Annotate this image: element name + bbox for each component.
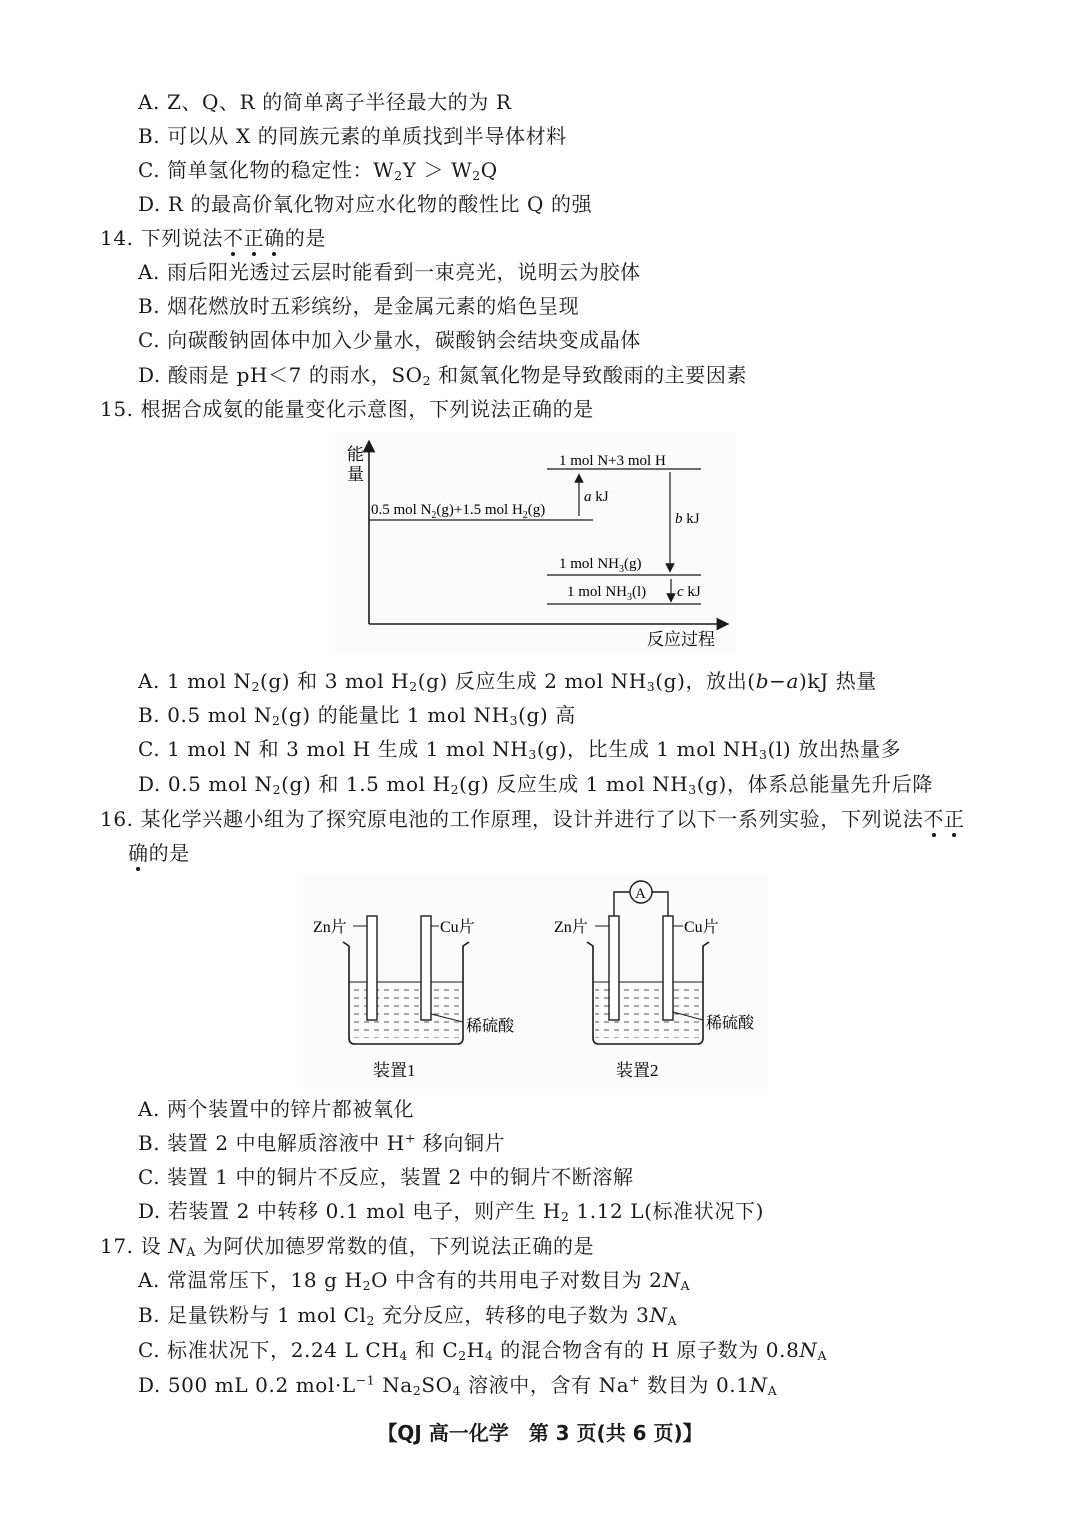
zn-label-1: Zn片 — [313, 919, 347, 936]
q13-option-c: C. 简单氢化物的稳定性：$W_2Y > W_2Q$ — [138, 158, 498, 184]
q14-option-a: A. 雨后阳光透过云层时能看到一束亮光，说明云为胶体 — [138, 260, 641, 284]
y-axis-label-2: 量 — [347, 465, 364, 484]
level-nh3-liquid-label: 1 mol $NH_3(l)$ — [567, 584, 647, 603]
q13-option-a: A. Z、Q、R 的简单离子半径最大的为 R — [138, 90, 512, 114]
q17-option-b: B. 足量铁粉与 1 mol $Cl_2$ 充分反应，转移的电子数为 $3N_A$ — [138, 1303, 678, 1329]
level-reactants-label: 0.5 mol $N_2(g)+1.5$ mol $H_2(g)$ — [371, 502, 546, 521]
q16-option-c: C. 装置 1 中的铜片不反应，装置 2 中的铜片不断溶解 — [138, 1165, 634, 1189]
cu-label-1: Cu片 — [440, 919, 475, 936]
q16-option-b: B. 装置 2 中电解质溶液中 H+ 移向铜片 — [138, 1130, 506, 1155]
level-nh3-gas-label: 1 mol $NH_3(g)$ — [559, 556, 642, 575]
label-b: b kJ — [675, 511, 700, 527]
q15-stem: 15. 根据合成氨的能量变化示意图，下列说法正确的是 — [100, 397, 594, 421]
q17-option-c: C. 标准状况下，2.24 L $CH_4$ 和 $C_2H_4$ 的混合物含有的 H 原子数为 $0.8N_A$ — [138, 1338, 828, 1364]
energy-diagram — [335, 432, 735, 654]
q17-option-a: A. 常温常压下，18 g $H_2O$ 中含有的共用电子对数目为 $2N_A$ — [138, 1268, 691, 1294]
q14-option-d: D. 酸雨是 pH＜7 的雨水，$SO_2$ 和氮氧化物是导致酸雨的主要因素 — [138, 363, 748, 389]
zn-strip-1 — [367, 916, 377, 1020]
acid-label-2: 稀硫酸 — [706, 1015, 755, 1032]
acid-label-1: 稀硫酸 — [466, 1018, 515, 1035]
q16-stem-line2: 确的是 — [128, 841, 190, 865]
diagram-background — [335, 432, 735, 654]
q15-option-c: C. 1 mol N 和 3 mol H 生成 1 mol $NH_3(g)$，比生成 1 mol $NH_3(l)$ 放出热量多 — [138, 737, 902, 763]
q17-option-d: D. 500 mL 0.2 $mol\cdot L^{-1}$ $Na_2SO_4$ 溶液中，含有 Na+ 数目为 $0.1N_A$ — [138, 1372, 778, 1399]
q14-option-b: B. 烟花燃放时五彩缤纷，是金属元素的焰色呈现 — [138, 294, 580, 318]
q17-stem: 17. 设 $N_A$ 为阿伏加德罗常数的值，下列说法正确的是 — [100, 1234, 595, 1260]
q16-option-d: D. 若装置 2 中转移 0.1 mol 电子，则产生 $H_2$ 1.12 L(标准状况下) — [138, 1199, 764, 1225]
galvanic-cell-figure — [303, 874, 768, 1089]
q15-option-d: D. 0.5 mol $N_2(g)$ 和 1.5 mol $H_2(g)$ 反应生成 1 mol $NH_3(g)$，体系总能量先升后降 — [138, 772, 933, 798]
x-axis-label: 反应过程 — [647, 630, 715, 649]
caption-2: 装置2 — [616, 1061, 659, 1080]
y-axis-label-1: 能 — [347, 445, 364, 464]
cu-strip-1 — [421, 916, 431, 1020]
level-atoms-label: 1 mol N+3 mol H — [559, 453, 666, 469]
q13-option-b: B. 可以从 X 的同族元素的单质找到半导体材料 — [138, 124, 567, 148]
q13-option-d: D. R 的最高价氧化物对应水化物的酸性比 Q 的强 — [138, 192, 593, 216]
q14-option-c: C. 向碳酸钠固体中加入少量水，碳酸钠会结块变成晶体 — [138, 328, 641, 352]
cu-label-2: Cu片 — [684, 919, 719, 936]
page-footer: 【QJ 高一化学 第 3 页(共 6 页)】 — [377, 1421, 703, 1445]
q15-option-b: B. 0.5 mol $N_2(g)$ 的能量比 1 mol $NH_3(g)$ 高 — [138, 703, 576, 729]
zn-label-2: Zn片 — [554, 919, 588, 936]
q15-option-a: A. 1 mol $N_2(g)$ 和 3 mol $H_2(g)$ 反应生成 2 mol $NH_3(g)$，放出(b−a)kJ 热量 — [138, 669, 877, 695]
zn-strip-2 — [609, 916, 619, 1020]
ammeter-label: A — [635, 886, 646, 902]
label-c: c kJ — [677, 584, 701, 600]
q16-option-a: A. 两个装置中的锌片都被氧化 — [138, 1097, 415, 1121]
label-a: a kJ — [584, 489, 609, 505]
q16-stem-line1: 16. 某化学兴趣小组为了探究原电池的工作原理，设计并进行了以下一系列实验，下列说法不正 — [100, 807, 965, 831]
caption-1: 装置1 — [373, 1061, 416, 1080]
cu-strip-2 — [663, 916, 673, 1020]
q14-stem: 14. 下列说法不正确的是 — [100, 226, 326, 250]
